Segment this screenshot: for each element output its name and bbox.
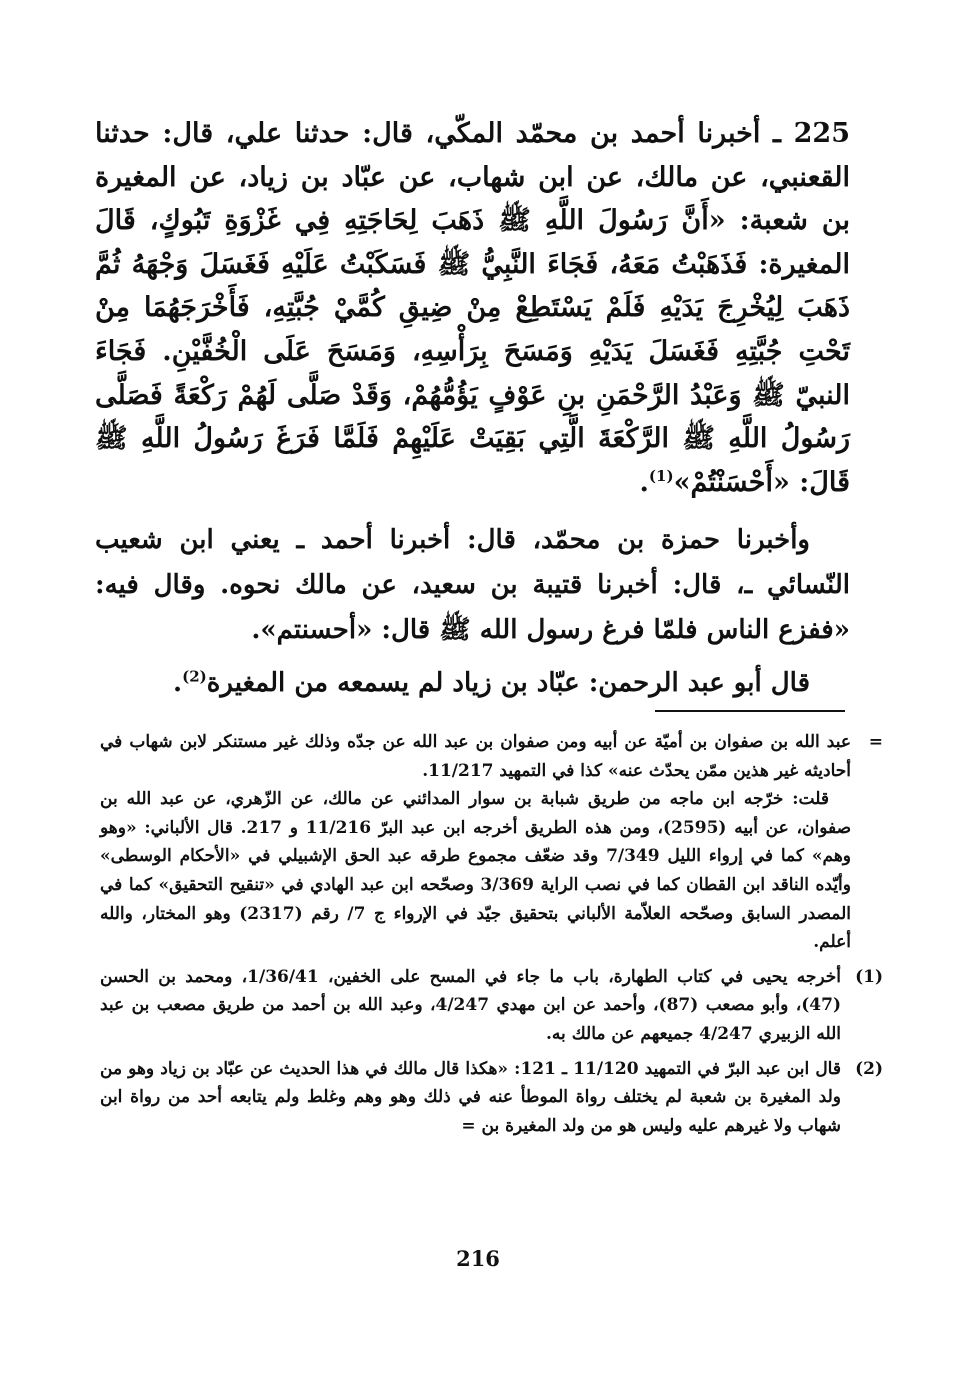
chain-paragraph <box>95 518 850 653</box>
hadith-paragraph <box>95 112 850 504</box>
footnote-1-marker: (1) <box>855 966 883 987</box>
page-number: 216 <box>456 1246 500 1271</box>
continuation-text: عبد الله بن صفوان بن أميّة عن أبيه ومن صفوان بن عبد الله عن جدّه وذلك غير مستنكر لابن شهاب في أحاديثه غير هذين ممّن يحدّث عنه» كذا في التمهيد 11/217. <box>100 732 851 781</box>
footnote-2-tail-marker: = <box>461 1115 476 1136</box>
author-remark-text: قال أبو عبد الرحمن: عبّاد بن زياد لم يسمعه من المغيرة <box>206 668 810 699</box>
footnote-divider <box>655 710 845 712</box>
footnote-2-text: قال ابن عبد البرّ في التمهيد 11/120 ـ 121: «هكذا قال مالك في هذا الحديث عن عبّاد بن زياد وهو من ولد المغيرة بن شعبة لم يختلف رواة الموطأ عنه في ذلك وهو وهم وغلط ولم يتابعه أحد من رواة ابن شهاب ولا غيرهم عليه وليس هو من ولد المغيرة بن <box>100 1058 841 1136</box>
qultu-text: قلت: خرّجه ابن ماجه من طريق شبابة بن سوار المدائني عن مالك، عن الزّهري، عن عبد الله بن صفوان، عن أبيه (2595)، ومن هذه الطريق أخرجه ابن عبد البرّ 11/216 و 217. قال الألباني: «وهو وهم» كما في إرواء الليل 7/349 وقد ضعّف مجموع طرقه عبد الحق الإشبيلي في «الأحكام الوسطى» وأيّده الناقد ابن القطان كما في نصب الراية 3/369 وصحّحه ابن عبد الهادي في «تنقيح التحقيق» كما في المصدر السابق وصحّحه العلاّمة الألباني بتحقيق جيّد في الإرواء ج 7/ رقم (2317) وهو المختار، والله أعلم. <box>100 789 852 953</box>
footnote-1-text: أخرجه يحيى في كتاب الطهارة، باب ما جاء في المسح على الخفين، 1/36/41، ومحمد بن الحسن (47)، وأبو مصعب (87)، وأحمد عن ابن مهدي 4/247، وعبد الله بن أحمد من طريق مصعب بن عبد الله الزبيري 4/247 جميعهم عن مالك به. <box>100 966 841 1044</box>
footnote-2-marker: (2) <box>855 1058 883 1079</box>
footnote-continuation <box>100 728 883 785</box>
footnote-1 <box>100 963 883 1049</box>
footnotes-section <box>100 728 883 1140</box>
chain-text: وأخبرنا حمزة بن محمّد، قال: أخبرنا أحمد ـ يعني ابن شعيب النّسائي ـ، قال: أخبرنا قتيبة بن سعيد، عن مالك نحوه. وقال فيه: «ففزع الناس فلمّا فرغ رسول الله ﷺ قال: «أحسنتم». <box>95 525 850 646</box>
footnote-ref-2[interactable]: (2) <box>182 667 207 686</box>
footnote-2 <box>100 1055 883 1141</box>
author-remark-end: . <box>173 668 183 699</box>
author-remark-paragraph <box>95 661 850 706</box>
main-text-body <box>95 112 850 706</box>
hadith-number: 225 <box>793 118 850 149</box>
footnote-qultu <box>100 785 883 957</box>
continuation-marker: = <box>868 732 883 752</box>
footnote-ref-1[interactable]: (1) <box>648 466 674 485</box>
hadith-end-punct: . <box>639 466 649 498</box>
hadith-text: ـ أخبرنا أحمد بن محمّد المكّي، قال: حدثنا علي، قال: حدثنا القعنبي، عن مالك، عن ابن شهاب، عن عبّاد بن زياد، عن المغيرة بن شعبة: «أَنَّ رَسُولَ اللَّهِ ﷺ ذَهَبَ لِحَاجَتِهِ فِي غَزْوَةِ تَبُوكٍ، قَالَ المغيرة: فَذَهَبْتُ مَعَهُ، فَجَاءَ النَّبِيُّ ﷺ فَسَكَبْتُ عَلَيْهِ فَغَسَلَ وَجْهَهُ ثُمَّ ذَهَبَ لِيُخْرِجَ يَدَيْهِ فَلَمْ يَسْتَطِعْ مِنْ ضِيقِ كُمَّيْ جُبَّتِهِ، فَأَخْرَجَهُمَا مِنْ تَحْتِ جُبَّتِهِ فَغَسَلَ يَدَيْهِ وَمَسَحَ بِرَأْسِهِ، وَمَسَحَ عَلَى الْخُفَّيْنِ. فَجَاءَ النبيّ ﷺ وَعَبْدُ الرَّحْمَنِ بنِ عَوْفٍ يَؤُمُّهُمْ، وَقَدْ صَلَّى لَهُمْ رَكْعَةً فَصَلَّى رَسُولُ اللَّهِ ﷺ الرَّكْعَةَ الَّتِي بَقِيَتْ عَلَيْهِمْ فَلَمَّا فَرَغَ رَسُولُ اللَّهِ ﷺ قَالَ: «أَحْسَنْتُمْ» <box>95 118 850 498</box>
